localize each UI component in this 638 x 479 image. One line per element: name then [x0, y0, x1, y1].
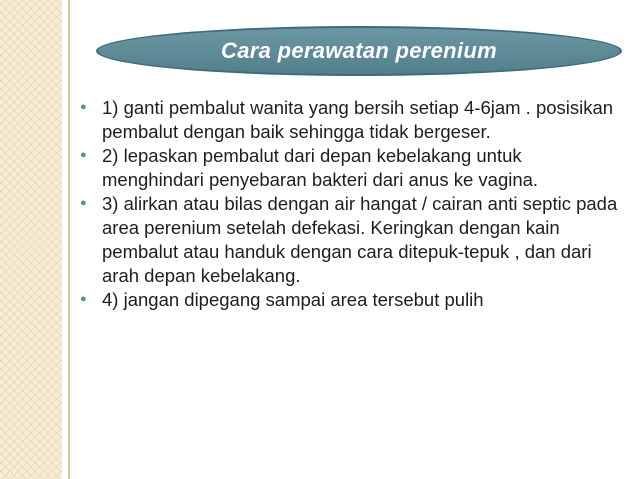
decorative-vertical-rule [68, 0, 70, 479]
bullet-icon: ● [80, 197, 87, 209]
bullet-item-3 [80, 192, 628, 288]
bullet-list [80, 96, 628, 312]
title-banner [96, 26, 622, 76]
bullet-item-4 [80, 288, 628, 312]
bullet-text: 3) alirkan atau bilas dengan air hangat / cairan anti septic pada area perenium setelah defekasi. Keringkan dengan kain pembalut atau handuk dengan cara ditepuk-tepuk , dan dari arah depan kebelakang. [102, 193, 618, 286]
bullet-item-2 [80, 144, 628, 192]
bullet-item-1 [80, 96, 628, 144]
bullet-text: 1) ganti pembalut wanita yang bersih setiap 4-6jam . posisikan pembalut dengan baik sehingga tidak bergeser. [102, 97, 614, 142]
bullet-icon: ● [80, 101, 87, 113]
bullet-icon: ● [80, 149, 87, 161]
bullet-text: 4) jangan dipegang sampai area tersebut pulih [102, 289, 484, 310]
bullet-icon: ● [80, 293, 87, 305]
bullet-text: 2) lepaskan pembalut dari depan kebelakang untuk menghindari penyebaran bakteri dari anus ke vagina. [102, 145, 539, 190]
slide-title: Cara perawatan perenium [221, 38, 497, 63]
decorative-side-band [0, 0, 62, 479]
